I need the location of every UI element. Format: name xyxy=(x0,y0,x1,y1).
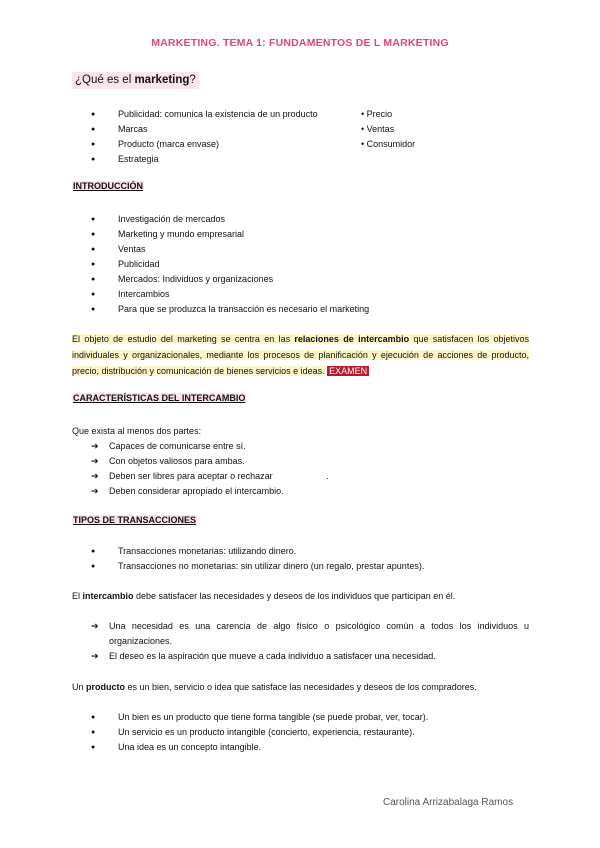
list-item: ➔ Una necesidad es una carencia de algo físico o psicológico común a todos los individuos u organizaciones. xyxy=(91,619,529,649)
intro-list xyxy=(91,212,531,317)
list-item: ● Intercambios xyxy=(91,287,531,302)
title-text: TEMA 1: FUNDAMENTOS DE L MARKETING xyxy=(222,37,449,49)
product-paragraph xyxy=(72,680,532,695)
exchange-para-bold: intercambio xyxy=(82,591,134,601)
transactions-heading: TIPOS DE TRANSACCIONES xyxy=(73,515,197,525)
list-item: ● Un bien es un producto que tiene forma tangible (se puede probar, ver, tocar). xyxy=(91,710,531,725)
title-prefix: MARKETING. xyxy=(151,37,220,49)
intro-para-pre: El objeto de estudio del marketing se centra en las xyxy=(72,334,295,344)
list-item: ● Una idea es un concepto intangible. xyxy=(91,740,531,755)
characteristics-list xyxy=(91,439,511,499)
intro-para-post: que satisfacen los objetivos individuales y organizacionales, mediante los procesos de planificación y ejecución de acciones de producto, precio, distribución y comunicación de bienes servicios e ideas. xyxy=(72,334,529,376)
list-item: ● Producto (marca envase) xyxy=(91,137,361,152)
intro-heading: INTRODUCCIÓN xyxy=(73,181,143,191)
list-item: ➔ Capaces de comunicarse entre sí. xyxy=(91,439,511,454)
list-item: ➔ El deseo es la aspiración que mueve a cada individuo a satisfacer una necesidad. xyxy=(91,649,529,664)
exchange-para-post: debe satisfacer las necesidades y deseos de los individuos que participan en él. xyxy=(133,591,456,601)
exchange-paragraph xyxy=(72,589,532,604)
list-item: ● Transacciones no monetarias: sin utilizar dinero (un regalo, prestar apuntes). xyxy=(91,559,531,574)
list-item: ➔ Con objetos valiosos para ambas. xyxy=(91,454,511,469)
list-item: ● Transacciones monetarias: utilizando dinero. xyxy=(91,544,531,559)
list-item: ● Investigación de mercados xyxy=(91,212,531,227)
exchange-para-pre: El xyxy=(72,591,83,601)
list-item: ➔ Deben considerar apropiado el intercambio. xyxy=(91,484,511,499)
first-list-left xyxy=(91,107,361,167)
list-item: ● Un servicio es un producto intangible (concierto, experiencia, restaurante). xyxy=(91,725,531,740)
product-list xyxy=(91,710,531,755)
list-item: ● Marcas xyxy=(91,122,361,137)
list-item: ● Marketing y mundo empresarial xyxy=(91,227,531,242)
list-item: ● Publicidad: comunica la existencia de un producto xyxy=(91,107,361,122)
list-item: • Consumidor xyxy=(361,137,481,152)
list-item: ● Mercados: Individuos y organizaciones xyxy=(91,272,531,287)
list-item: • Precio xyxy=(361,107,481,122)
characteristics-lead: Que exista al menos dos partes: xyxy=(72,426,202,436)
first-list-right xyxy=(361,107,481,152)
list-item: ● Publicidad xyxy=(91,257,531,272)
footer-author: Carolina Arrizabalaga Ramos xyxy=(383,797,514,808)
stray-dot: . xyxy=(326,471,329,481)
product-para-pre: Un xyxy=(72,682,87,692)
question-bold: marketing xyxy=(134,74,190,86)
page-title xyxy=(0,37,600,49)
intro-paragraph xyxy=(72,331,529,379)
question-pre: ¿Qué es el xyxy=(75,74,135,86)
list-item: ➔ Deben ser libres para aceptar o rechazar xyxy=(91,469,511,484)
exam-badge: EXAMEN xyxy=(329,366,368,376)
list-item: ● Para que se produzca la transacción es necesario el marketing xyxy=(91,302,531,317)
question-post: ? xyxy=(189,74,196,86)
needs-list xyxy=(91,619,529,664)
characteristics-heading: CARACTERÍSTICAS DEL INTERCAMBIO xyxy=(73,393,246,403)
question-heading xyxy=(72,72,199,89)
list-item: ● Estrategia xyxy=(91,152,361,167)
list-item: • Ventas xyxy=(361,122,481,137)
intro-para-bold: relaciones de intercambio xyxy=(294,334,410,344)
product-para-bold: producto xyxy=(86,682,126,692)
transactions-list xyxy=(91,544,531,574)
list-item: ● Ventas xyxy=(91,242,531,257)
product-para-post: es un bien, servicio o idea que satisface las necesidades y deseos de los compradores. xyxy=(125,682,477,692)
